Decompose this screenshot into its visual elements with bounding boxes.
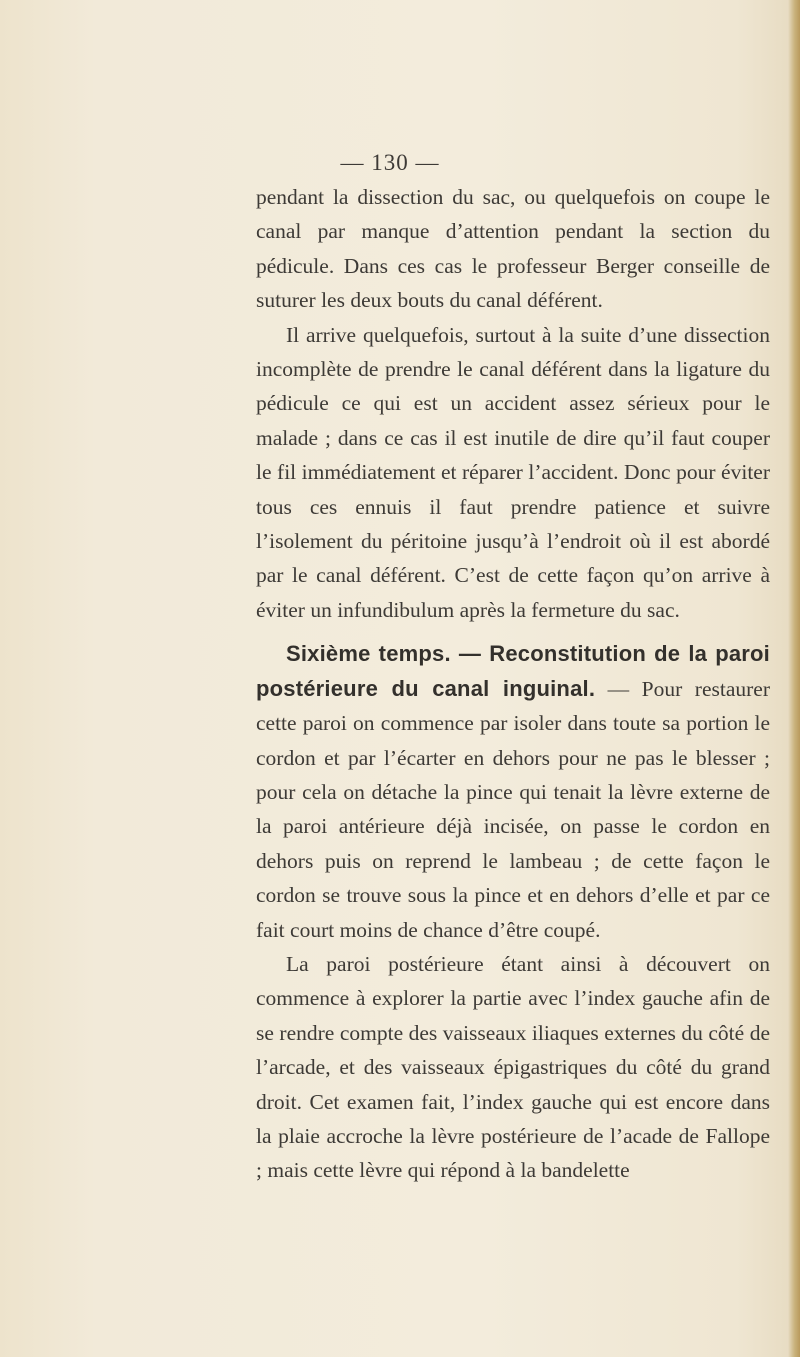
section-text: — Pour restaurer cette paroi on commence par isoler dans toute sa portion le cordon et par l’écarter en dehors pour ne pas le blesser ; pour cela on détache la pince qui tenait la lèvre externe de la paroi antérieure déjà incisée, on passe le cordon en dehors puis on reprend le lambeau ; de cette façon le cordon se trouve sous la pince et en dehors d’elle et par ce fait court moins de chance d’être coupé. [256,676,770,942]
page-number: — 130 — [340,150,440,175]
paragraph-gap [256,627,770,637]
section-heading: Sixième temps. — Reconstitution de la paroi postérieure du canal inguinal. [256,641,770,701]
paragraph-1: pendant la dissection du sac, ou quelquefois on coupe le canal par manque d’attention pendant la section du pédicule. Dans ces cas le professeur Berger conseille de suturer les deux bouts du canal déférent. [256,185,770,313]
paragraph-2: Il arrive quelquefois, surtout à la suite d’une dissection incomplète de prendre le canal déférent dans la ligature du pédicule ce qui est un accident assez sérieux pour le malade ; dans ce cas il est inutile de dire qu’il faut couper le fil immédiatement et réparer l’accident. Donc pour éviter tous ces ennuis il faut prendre patience et suivre l’isolement du péritoine jusqu’à l’endroit où il est abordé par le canal déférent. C’est de cette façon qu’on arrive à éviter un infundibulum après la fermeture du sac. [256,322,770,622]
body-text [256,180,770,1188]
page-edge [788,0,800,1357]
paragraph-4: La paroi postérieure étant ainsi à découvert on commence à explorer la partie avec l’index gauche afin de se rendre compte des vaisseaux iliaques externes du côté de l’arcade, et des vaisseaux épigastriques du côté du grand droit. Cet examen fait, l’index gauche qui est encore dans la plaie accroche la lèvre postérieure de l’acade de Fallope ; mais cette lèvre qui répond à la bandelette [256,951,770,1183]
paragraph-3 [256,637,770,947]
